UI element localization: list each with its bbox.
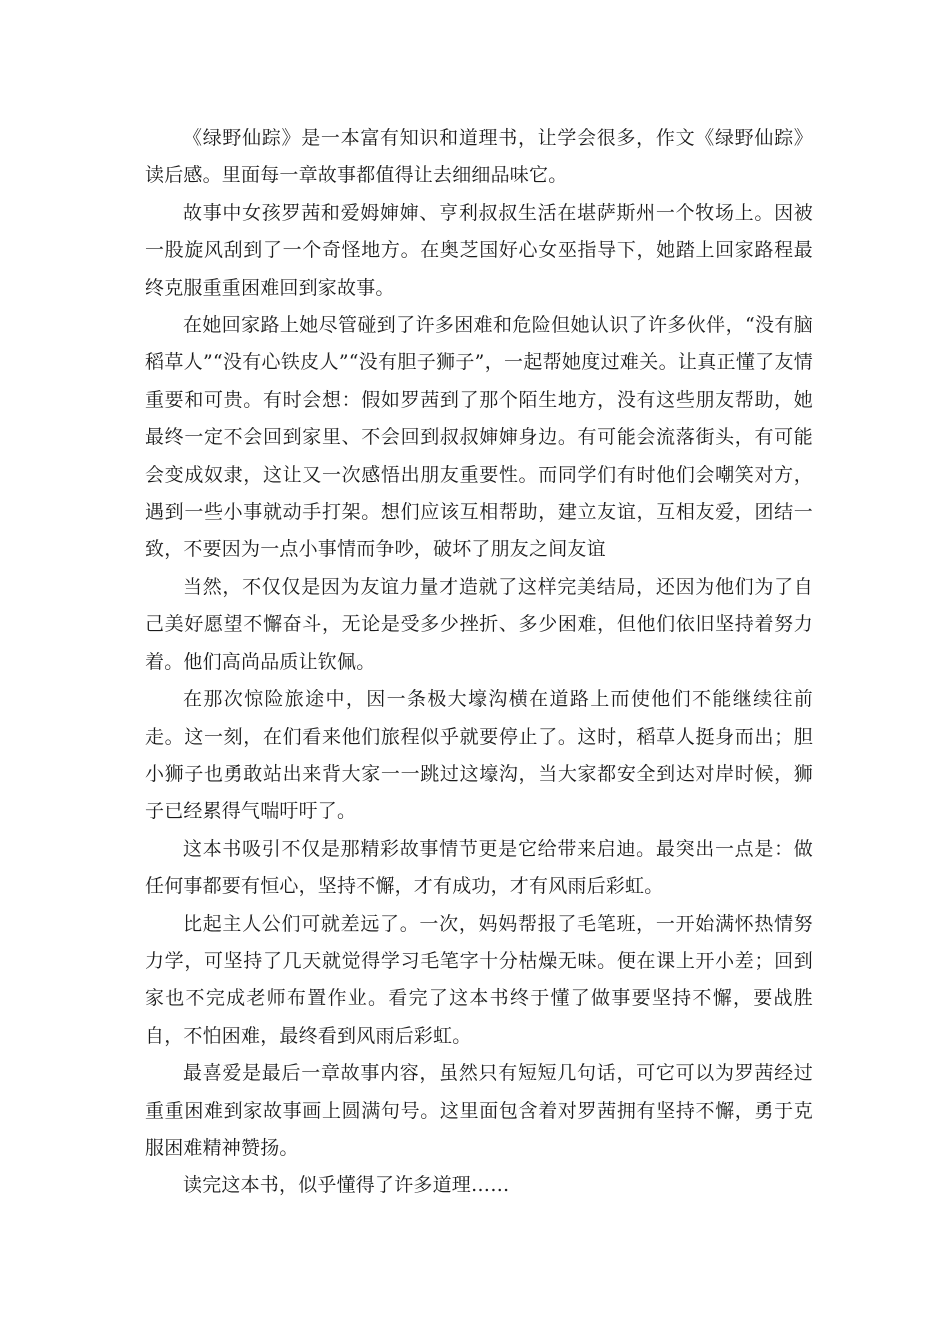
paragraph-8: 最喜爱是最后一章故事内容，虽然只有短短几句话，可它可以为罗茜经过重重困难到家故事画上圆满句号。这里面包含着对罗茜拥有坚持不懈，勇于克服困难精神赞扬。 bbox=[145, 1062, 813, 1159]
paragraph-1: 《绿野仙踪》是一本富有知识和道理书，让学会很多，作文《绿野仙踪》读后感。里面每一章故事都值得让去细细品味它。 bbox=[145, 127, 813, 187]
paragraph-4: 当然，不仅仅是因为友谊力量才造就了这样完美结局，还因为他们为了自己美好愿望不懈奋斗，无论是受多少挫折、多少困难，但他们依旧坚持着努力着。他们高尚品质让钦佩。 bbox=[145, 575, 813, 673]
paragraph-2: 故事中女孩罗茜和爱姆婶婶、亨利叔叔生活在堪萨斯州一个牧场上。因被一股旋风刮到了一个奇怪地方。在奥芝国好心女巫指导下，她踏上回家路程最终克服重重困难回到家故事。 bbox=[145, 201, 813, 299]
paragraph-7: 比起主人公们可就差远了。一次，妈妈帮报了毛笔班，一开始满怀热情努力学，可坚持了几天就觉得学习毛笔字十分枯燥无味。便在课上开小差；回到家也不完成老师布置作业。看完了这本书终于懂了做事要坚持不懈，要战胜自，不怕困难，最终看到风雨后彩虹。 bbox=[145, 912, 813, 1047]
document-body bbox=[145, 120, 813, 1205]
paragraph-9: 读完这本书，似乎懂得了许多道理…… bbox=[183, 1174, 510, 1197]
paragraph-5: 在那次惊险旅途中，因一条极大壕沟横在道路上而使他们不能继续往前走。这一刻，在们看来他们旅程似乎就要停止了。这时，稻草人挺身而出；胆小狮子也勇敢站出来背大家一一跳过这壕沟，当大家都安全到达对岸时候，狮子已经累得气喘吁吁了。 bbox=[145, 688, 813, 823]
paragraph-6: 这本书吸引不仅是那精彩故事情节更是它给带来启迪。最突出一点是：做任何事都要有恒心，坚持不懈，才有成功，才有风雨后彩虹。 bbox=[145, 837, 813, 898]
paragraph-3: 在她回家路上她尽管碰到了许多困难和危险但她认识了许多伙伴，“没有脑稻草人”“没有心铁皮人”“没有胆子狮子”，一起帮她度过难关。让真正懂了友情重要和可贵。有时会想：假如罗茜到了那个陌生地方，没有这些朋友帮助，她最终一定不会回到家里、不会回到叔叔婶婶身边。有可能会流落街头，有可能会变成奴隶，这让又一次感悟出朋友重要性。而同学们有时他们会嘲笑对方，遇到一些小事就动手打架。想们应该互相帮助，建立友谊，互相友爱，团结一致，不要因为一点小事情而争吵，破坏了朋友之间友谊 bbox=[145, 314, 813, 561]
